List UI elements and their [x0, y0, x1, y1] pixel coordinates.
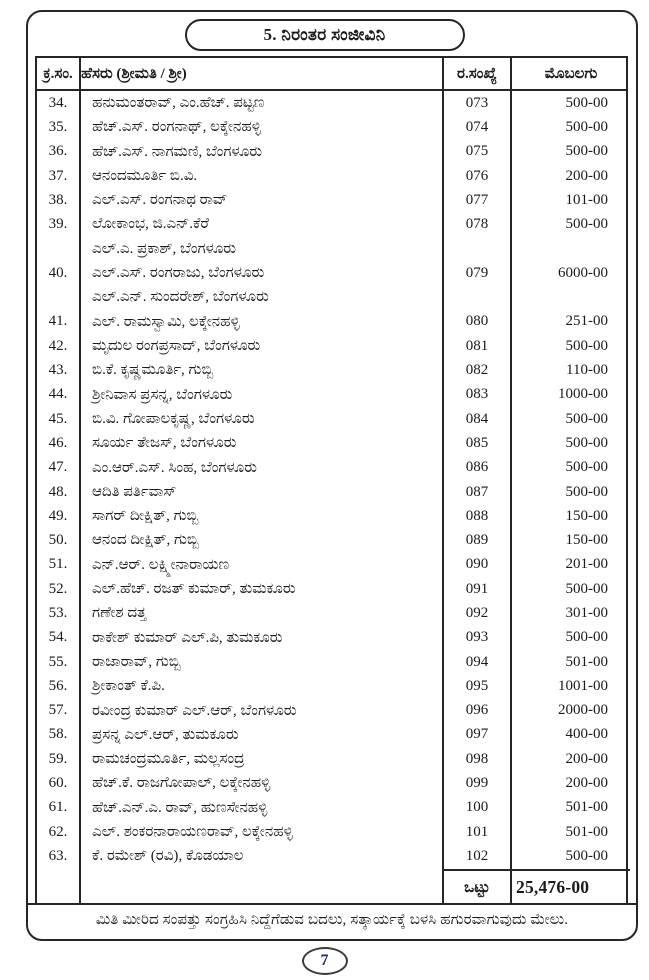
cell-serial: 53.: [37, 601, 81, 625]
table-row: [37, 407, 626, 431]
cell-serial: 55.: [37, 650, 81, 674]
table-row: [37, 553, 626, 577]
cell-name: [81, 407, 444, 431]
cell-name: [81, 212, 444, 236]
cell-amount: 500-00: [565, 459, 608, 476]
cell-amount: 500-00: [565, 216, 608, 233]
table-header-row: [37, 58, 626, 91]
cell-amount: 500-00: [565, 410, 608, 427]
table-body: [37, 91, 626, 869]
table-total-row: [37, 869, 626, 905]
cell-receipt: 080: [444, 310, 512, 334]
table-row: [37, 91, 626, 115]
cell-receipt: 085: [444, 431, 512, 455]
cell-amount: 301-00: [565, 604, 608, 621]
cell-serial: 36.: [37, 140, 81, 164]
cell-name: [81, 358, 444, 382]
cell-serial: 52.: [37, 577, 81, 601]
cell-receipt: 102: [444, 844, 512, 868]
name-line: ರಾಜಾರಾವ್, ಗುಬ್ಬಿ: [92, 653, 181, 670]
table-row: [37, 212, 626, 236]
footer-note: ಮಿತಿ ಮೀರಿದ ಸಂಪತ್ತು ಸಂಗ್ರಹಿಸಿ ನಿದ್ದೆಗೆಡುವ ಬದಲು, ಸತ್ಕಾರ್ಯಕ್ಕೆ ಬಳಸಿ ಹಗುರವಾಗುವುದು ಮೇಲು.: [95, 912, 569, 928]
cell-serial: 38.: [37, 188, 81, 212]
cell-serial: 60.: [37, 771, 81, 795]
cell-name: [81, 237, 444, 310]
cell-name: [81, 626, 444, 650]
cell-serial: 50.: [37, 528, 81, 552]
name-line: ಸಾಗರ್ ದೀಕ್ಷಿತ್, ಗುಬ್ಬಿ: [92, 508, 199, 525]
table-row: [37, 601, 626, 625]
name-line: ಮೃದುಲ ರಂಗಪ್ರಸಾದ್, ಬೆಂಗಳೂರು: [92, 338, 261, 355]
cell-receipt: 097: [444, 723, 512, 747]
cell-amount: 1001-00: [558, 677, 608, 694]
cell-amount: 500-00: [565, 143, 608, 160]
cell-receipt: 091: [444, 577, 512, 601]
cell-name: [81, 650, 444, 674]
cell-name: [81, 334, 444, 358]
name-line: ಶ್ರೀನಿವಾಸ ಪ್ರಸನ್ನ, ಬೆಂಗಳೂರು: [92, 386, 233, 403]
cell-amount: 201-00: [565, 556, 608, 573]
name-line: ಬಿ.ವಿ. ಗೋಪಾಲಕೃಷ್ಣ, ಬೆಂಗಳೂರು: [92, 410, 255, 427]
cell-amount: 150-00: [565, 507, 608, 524]
total-serial-empty: [37, 869, 81, 905]
table-row: [37, 771, 626, 795]
cell-serial: 61.: [37, 796, 81, 820]
cell-amount: 101-00: [565, 191, 608, 208]
table-row: [37, 626, 626, 650]
name-line: ಎಲ್.ಹೆಚ್. ರಜತ್ ಕುಮಾರ್, ತುಮಕೂರು: [92, 581, 296, 598]
cell-name: [81, 723, 444, 747]
cell-name: [81, 674, 444, 698]
cell-name: [81, 747, 444, 771]
name-line: ಎಲ್. ರಾಮಸ್ವಾಮಿ, ಲಕ್ಕೇನಹಳ್ಳಿ: [92, 313, 240, 330]
cell-receipt: 099: [444, 771, 512, 795]
cell-amount: 501-00: [565, 653, 608, 670]
table-row: [37, 115, 626, 139]
name-line: ಗಣೇಶ ದತ್ತ: [92, 605, 147, 622]
cell-name: [81, 577, 444, 601]
name-line: ರಾಕೇಶ್ ಕುಮಾರ್ ಎಲ್.ಪಿ, ತುಮಕೂರು: [92, 629, 283, 646]
cell-name: [81, 771, 444, 795]
cell-name: [81, 383, 444, 407]
cell-serial: 41.: [37, 310, 81, 334]
table-row: [37, 650, 626, 674]
section-title: 5. ನಿರಂತರ ಸಂಜೀವಿನಿ: [263, 25, 386, 44]
cell-receipt: 100: [444, 796, 512, 820]
cell-serial: 62.: [37, 820, 81, 844]
cell-amount: 500-00: [565, 94, 608, 111]
table-row: [37, 456, 626, 480]
cell-name: [81, 480, 444, 504]
cell-serial: 47.: [37, 456, 81, 480]
name-line: ರಾಮಚಂದ್ರಮೂರ್ತಿ, ಮಲ್ಲಸಂದ್ರ: [92, 751, 245, 768]
table-row: [37, 310, 626, 334]
cell-receipt: 087: [444, 480, 512, 504]
table-row: [37, 820, 626, 844]
header-serial: ಕ್ರ.ಸಂ.: [37, 58, 81, 89]
name-line: ರವೀಂದ್ರ ಕುಮಾರ್ ಎಲ್.ಆರ್, ಬೆಂಗಳೂರು: [92, 702, 297, 719]
cell-serial: 39.: [37, 212, 81, 236]
cell-receipt: 084: [444, 407, 512, 431]
section-title-pill: [185, 19, 465, 51]
header-name: ಹೆಸರು (ಶ್ರೀಮತಿ / ಶ್ರೀ): [81, 58, 444, 89]
table-row: [37, 431, 626, 455]
donation-table: [35, 56, 628, 905]
table-row: [37, 480, 626, 504]
name-line: ಎಂ.ಆರ್.ಎಸ್. ಸಿಂಹ, ಬೆಂಗಳೂರು: [92, 459, 257, 476]
cell-receipt: 083: [444, 383, 512, 407]
name-line: ಬಿ.ಕೆ. ಕೃಷ್ಣಮೂರ್ತಿ, ಗುಬ್ಬಿ: [92, 362, 214, 379]
cell-name: [81, 115, 444, 139]
cell-serial: 44.: [37, 383, 81, 407]
cell-receipt: 075: [444, 140, 512, 164]
name-line: ಹೆಚ್.ಎಸ್. ನಾಗಮಣಿ, ಬೆಂಗಳೂರು: [92, 143, 262, 160]
cell-amount: 1000-00: [558, 386, 608, 403]
name-line: ಕೆ. ರಮೇಶ್ (ರವಿ), ಕೊಡಯಾಲ: [92, 848, 244, 865]
table-row: [37, 844, 626, 868]
cell-receipt: 078: [444, 212, 512, 236]
cell-serial: 43.: [37, 358, 81, 382]
cell-amount: 500-00: [565, 118, 608, 135]
name-line: ಪ್ರಸನ್ನ ಎಲ್.ಆರ್, ತುಮಕೂರು: [92, 726, 239, 743]
table-row: [37, 383, 626, 407]
table-row: [37, 140, 626, 164]
cell-name: [81, 504, 444, 528]
cell-serial: 54.: [37, 626, 81, 650]
cell-receipt: 088: [444, 504, 512, 528]
cell-name: [81, 140, 444, 164]
table-row: [37, 699, 626, 723]
name-line: ಆದಿತಿ ಪರ್ತಿವಾಸ್: [92, 483, 177, 500]
cell-amount: 500-00: [565, 337, 608, 354]
name-line: ಹನುಮಂತರಾವ್, ಎಂ.ಹೆಚ್. ಪಟ್ಟಣ: [92, 95, 265, 111]
cell-name: [81, 431, 444, 455]
cell-amount: 200-00: [565, 775, 608, 792]
cell-serial: 45.: [37, 407, 81, 431]
total-label: ಒಟ್ಟು: [444, 869, 512, 905]
cell-name: [81, 844, 444, 868]
cell-amount: 501-00: [565, 799, 608, 816]
name-line: ಎಲ್.ಎಸ್. ರಂಗರಾಜು, ಬೆಂಗಳೂರು: [92, 265, 265, 282]
table-row: [37, 358, 626, 382]
name-line: ಎನ್.ಆರ್. ಲಕ್ಷ್ಮೀನಾರಾಯಣ: [92, 556, 230, 573]
cell-amount: 150-00: [565, 532, 608, 549]
table-row: [37, 747, 626, 771]
cell-amount: 2000-00: [558, 702, 608, 719]
cell-serial: 59.: [37, 747, 81, 771]
cell-serial: 56.: [37, 674, 81, 698]
cell-serial: 51.: [37, 553, 81, 577]
cell-receipt: 090: [444, 553, 512, 577]
cell-amount: 500-00: [565, 483, 608, 500]
cell-amount: 500-00: [565, 434, 608, 451]
table-row: [37, 188, 626, 212]
name-line: ಹೆಚ್.ಎಸ್. ರಂಗನಾಥ್, ಲಕ್ಕೇನಹಳ್ಳಿ: [92, 119, 261, 136]
name-line: ಹೆಚ್.ಎನ್.ಎ. ರಾವ್, ಹುಣಸೇನಹಳ್ಳಿ: [92, 799, 268, 816]
cell-serial: 48.: [37, 480, 81, 504]
cell-name: [81, 91, 444, 115]
cell-serial: 49.: [37, 504, 81, 528]
cell-serial: 58.: [37, 723, 81, 747]
table-row: [37, 723, 626, 747]
cell-amount: 500-00: [565, 580, 608, 597]
cell-receipt: 073: [444, 91, 512, 115]
cell-receipt: 092: [444, 601, 512, 625]
cell-name: [81, 310, 444, 334]
name-line: ಎಲ್.ಎಸ್. ರಂಗನಾಥ ರಾವ್: [92, 192, 228, 209]
cell-receipt: 082: [444, 358, 512, 382]
cell-name: [81, 820, 444, 844]
header-amount: ಮೊಬಲಗು: [544, 65, 598, 82]
cell-serial: 37.: [37, 164, 81, 188]
cell-amount: 200-00: [565, 167, 608, 184]
header-receipt: ರ.ಸಂಖ್ಯೆ: [444, 58, 512, 89]
cell-name: [81, 456, 444, 480]
cell-receipt: 077: [444, 188, 512, 212]
table-row: [37, 334, 626, 358]
cell-serial: 34.: [37, 91, 81, 115]
total-amount: 25,476-00: [512, 869, 630, 905]
table-row: [37, 674, 626, 698]
name-line: ಎಲ್.ಎನ್. ಸುಂದರೇಶ್, ಬೆಂಗಳೂರು: [92, 289, 269, 306]
cell-serial: 57.: [37, 699, 81, 723]
cell-receipt: 095: [444, 674, 512, 698]
cell-amount: 251-00: [565, 313, 608, 330]
table-row: [37, 164, 626, 188]
name-line: ಆನಂದ ದೀಕ್ಷಿತ್, ಗುಬ್ಬಿ: [92, 532, 199, 549]
table-row: [37, 577, 626, 601]
page-number-badge: [302, 947, 348, 975]
cell-serial: 35.: [37, 115, 81, 139]
cell-receipt: 086: [444, 456, 512, 480]
cell-amount: 500-00: [565, 629, 608, 646]
cell-amount: 6000-00: [558, 264, 608, 281]
table-row: [37, 237, 626, 310]
cell-name: [81, 553, 444, 577]
cell-name: [81, 528, 444, 552]
cell-name: [81, 164, 444, 188]
cell-receipt: 079: [444, 237, 512, 310]
cell-serial: 42.: [37, 334, 81, 358]
table-row: [37, 796, 626, 820]
cell-amount: 501-00: [565, 823, 608, 840]
cell-name: [81, 796, 444, 820]
name-line: ಸೂರ್ಯ ತೇಜಸ್, ಬೆಂಗಳೂರು: [92, 435, 237, 452]
cell-serial: 40.: [37, 237, 81, 310]
cell-receipt: 081: [444, 334, 512, 358]
cell-receipt: 089: [444, 528, 512, 552]
cell-receipt: 096: [444, 699, 512, 723]
cell-amount: 500-00: [565, 847, 608, 864]
table-row: [37, 504, 626, 528]
cell-serial: 63.: [37, 844, 81, 868]
name-line: ಆನಂದಮೂರ್ತಿ ಬಿ.ವಿ.: [92, 167, 198, 184]
page-number: 7: [320, 952, 329, 969]
cell-amount: 200-00: [565, 750, 608, 767]
cell-receipt: 094: [444, 650, 512, 674]
total-name-empty: [81, 869, 444, 905]
cell-receipt: 076: [444, 164, 512, 188]
cell-serial: 46.: [37, 431, 81, 455]
cell-amount: 400-00: [565, 726, 608, 743]
name-line: ಹೆಚ್.ಕೆ. ರಾಜಗೋಪಾಲ್, ಲಕ್ಕೇನಹಳ್ಳಿ: [92, 775, 271, 792]
name-line: ಎಲ್. ಶಂಕರನಾರಾಯಣರಾವ್, ಲಕ್ಕೇನಹಳ್ಳಿ: [92, 824, 293, 841]
cell-receipt: 098: [444, 747, 512, 771]
cell-amount: 110-00: [566, 362, 608, 379]
cell-name: [81, 699, 444, 723]
name-line: ಎಲ್.ಎ. ಪ್ರಕಾಶ್, ಬೆಂಗಳೂರು: [92, 240, 237, 257]
name-line: ಲೋಕಾಂಭ, ಜಿ.ಎನ್.ಕೆರೆ: [92, 216, 209, 233]
cell-name: [81, 601, 444, 625]
cell-receipt: 074: [444, 115, 512, 139]
cell-name: [81, 188, 444, 212]
name-line: ಶ್ರೀಕಾಂತ್ ಕೆ.ಪಿ.: [92, 678, 165, 695]
footer-divider-line: [27, 903, 637, 905]
cell-receipt: 101: [444, 820, 512, 844]
cell-receipt: 093: [444, 626, 512, 650]
table-row: [37, 528, 626, 552]
